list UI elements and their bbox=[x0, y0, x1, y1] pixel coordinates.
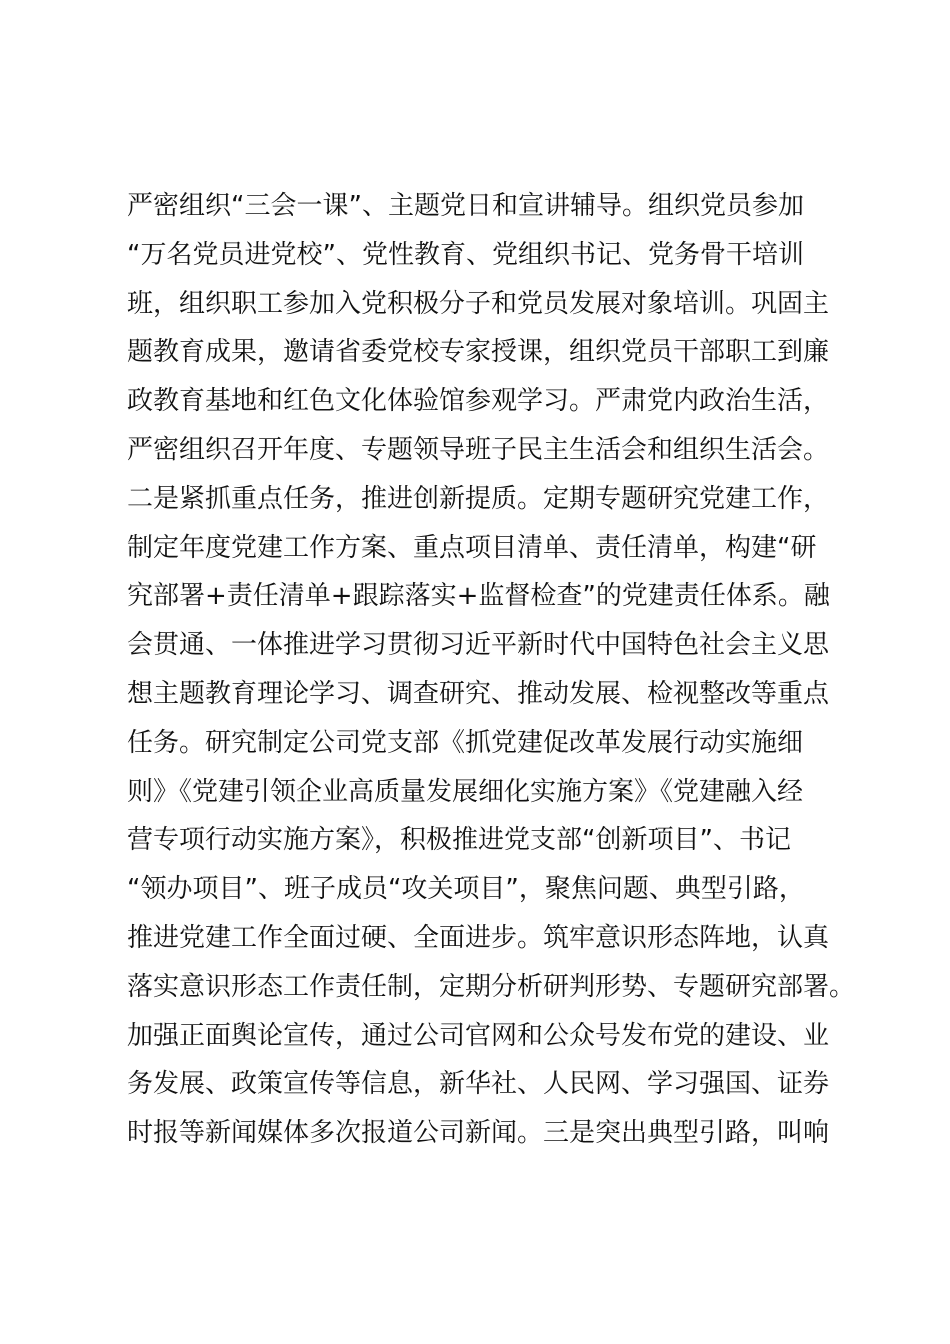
text-line: 推进党建工作全面过硬、全面进步。筑牢意识形态阵地，认真 bbox=[127, 922, 830, 953]
text-line: 营专项行动实施方案》，积极推进党支部“创新项目”、书记 bbox=[127, 825, 791, 856]
text-line: 题教育成果，邀请省委党校专家授课，组织党员干部职工到廉 bbox=[127, 337, 830, 368]
text-line: 想主题教育理论学习、调查研究、推动发展、检视整改等重点 bbox=[127, 678, 830, 709]
text-line: 政教育基地和红色文化体验馆参观学习。严肃党内政治生活， bbox=[127, 386, 830, 417]
text-line: 则》《党建引领企业高质量发展细化实施方案》《党建融入经 bbox=[127, 776, 804, 807]
text-line: 务发展、政策宣传等信息，新华社、人民网、学习强国、证券 bbox=[127, 1069, 830, 1100]
text-line: 班，组织职工参加入党积极分子和党员发展对象培训。巩固主 bbox=[127, 288, 830, 319]
body-paragraph bbox=[127, 182, 857, 1158]
text-line: 加强正面舆论宣传，通过公司官网和公众号发布党的建设、业 bbox=[127, 1020, 830, 1051]
text-line: 严密组织召开年度、专题领导班子民主生活会和组织生活会。 bbox=[127, 434, 830, 465]
text-line: 二是紧抓重点任务，推进创新提质。定期专题研究党建工作， bbox=[127, 483, 830, 514]
text-line: 落实意识形态工作责任制，定期分析研判形势、专题研究部署。 bbox=[127, 971, 856, 1002]
text-line: 制定年度党建工作方案、重点项目清单、责任清单，构建“研 bbox=[127, 532, 817, 563]
text-line: 任务。研究制定公司党支部《抓党建促改革发展行动实施细 bbox=[127, 727, 804, 758]
text-line: 会贯通、一体推进学习贯彻习近平新时代中国特色社会主义思 bbox=[127, 630, 830, 661]
text-line: “万名党员进党校”、党性教育、党组织书记、党务骨干培训 bbox=[127, 239, 804, 270]
text-line: “领办项目”、班子成员“攻关项目”，聚焦问题、典型引路， bbox=[127, 874, 805, 905]
text-line: 时报等新闻媒体多次报道公司新闻。三是突出典型引路，叫响 bbox=[127, 1118, 830, 1149]
text-line: 严密组织“三会一课”、主题党日和宣讲辅导。组织党员参加 bbox=[127, 191, 804, 221]
text-line: 究部署+责任清单+跟踪落实+监督检查”的党建责任体系。融 bbox=[127, 581, 830, 612]
